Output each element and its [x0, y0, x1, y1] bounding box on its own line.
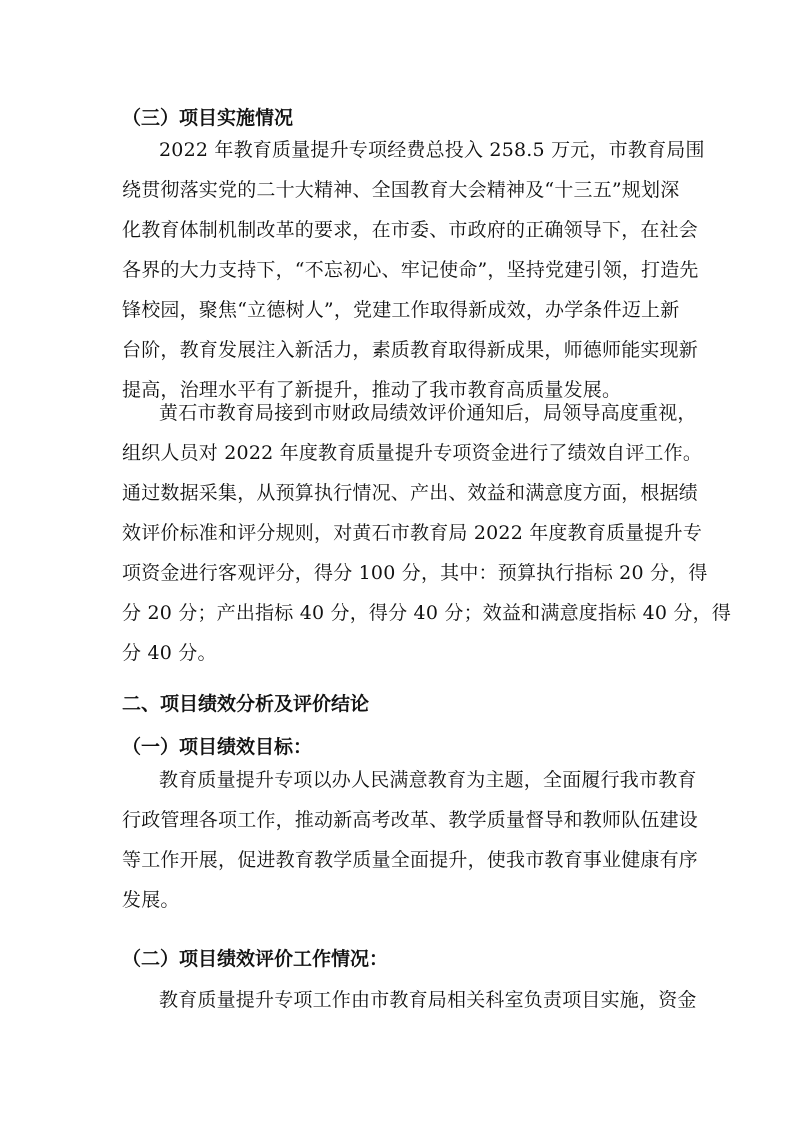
paragraph-performance-goal: [122, 760, 699, 920]
text-line: 黄石市教育局接到市财政局绩效评价通知后，局领导高度重视，: [159, 402, 697, 424]
text-line: 发展。: [122, 889, 180, 911]
text-line: 等工作开展，促进教育教学质量全面提升，使我市教育事业健康有序: [122, 849, 699, 871]
paragraph-evaluation-work: [122, 980, 697, 1020]
section-heading-implementation: （三）项目实施情况: [122, 107, 294, 129]
text-line: 绕贯彻落实党的二十大精神、全国教育大会精神及“十三五”规划深: [122, 179, 680, 201]
text-line: 锋校园，聚焦“立德树人”，党建工作取得新成效，办学条件迈上新: [122, 299, 680, 321]
text-line: 行政管理各项工作，推动新高考改革、教学质量督导和教师队伍建设: [122, 809, 699, 831]
text-line: 分 20 分；产出指标 40 分，得分 40 分；效益和满意度指标 40 分，得: [122, 602, 732, 624]
text-line: 教育质量提升专项以办人民满意教育为主题，全面履行我市教育: [159, 769, 697, 791]
text-line: 组织人员对 2022 年度教育质量提升专项资金进行了绩效自评工作。: [122, 442, 703, 464]
section-heading-evaluation-work: （二）项目绩效评价工作情况：: [122, 948, 389, 970]
text-line: 台阶，教育发展注入新活力，素质教育取得新成果，师德师能实现新: [122, 339, 699, 361]
text-line: 化教育体制机制改革的要求，在市委、市政府的正确领导下，在社会: [122, 219, 699, 241]
text-line: 效评价标准和评分规则，对黄石市教育局 2022 年度教育质量提升专: [122, 522, 703, 544]
section-heading-performance-goal: （一）项目绩效目标：: [122, 736, 313, 758]
text-line: 通过数据采集，从预算执行情况、产出、效益和满意度方面，根据绩: [122, 482, 699, 504]
text-line: 分 40 分。: [122, 642, 217, 664]
paragraph-funding-overview: [122, 130, 705, 410]
section-heading-analysis: 二、项目绩效分析及评价结论: [122, 693, 370, 715]
text-line: 教育质量提升专项工作由市教育局相关科室负责项目实施，资金: [159, 989, 697, 1011]
text-line: 项资金进行客观评分，得分 100 分，其中：预算执行指标 20 分，得: [122, 562, 708, 584]
paragraph-self-evaluation: [122, 393, 732, 673]
text-line: 各界的大力支持下，“不忘初心、牢记使命”，坚持党建引领，打造先: [122, 259, 699, 281]
text-line: 提高，治理水平有了新提升，推动了我市教育高质量发展。: [122, 379, 622, 401]
text-line: 2022 年教育质量提升专项经费总投入 258.5 万元，市教育局围: [159, 139, 705, 161]
